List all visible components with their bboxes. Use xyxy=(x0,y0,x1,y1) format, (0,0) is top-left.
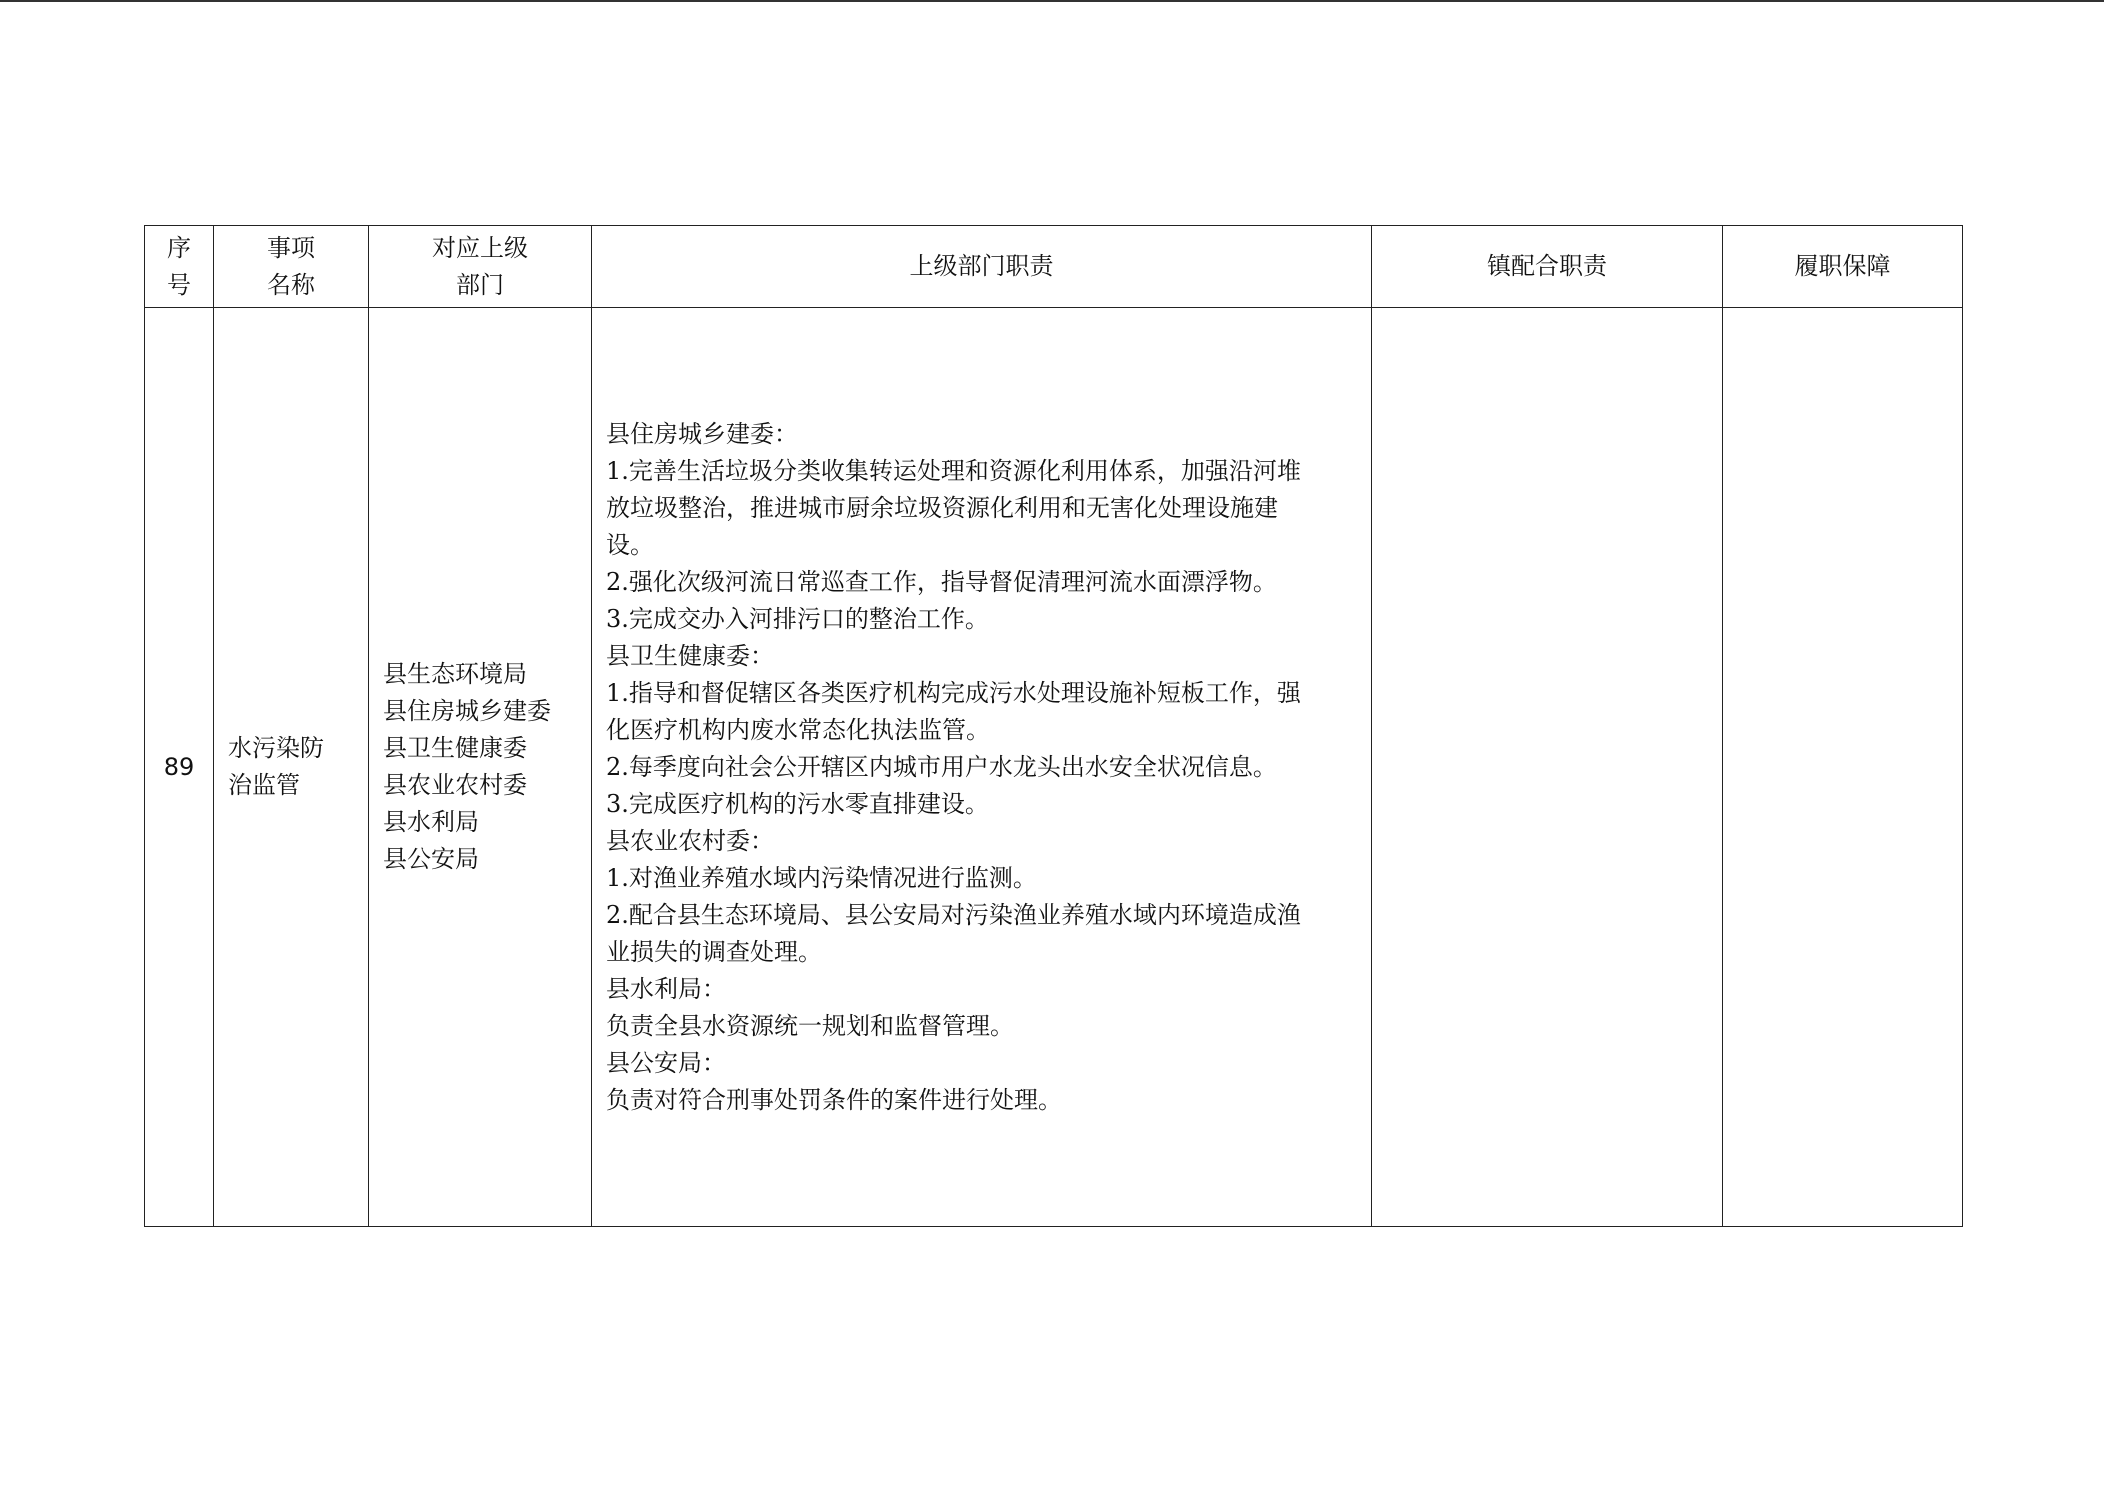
header-town-duties: 镇配合职责 xyxy=(1372,226,1723,308)
duty-line: 县公安局： xyxy=(606,1048,726,1077)
header-department-line: 部门 xyxy=(456,270,504,299)
header-department-line: 对应上级 xyxy=(432,233,528,262)
duty-line: 3.完成医疗机构的污水零直排建设。 xyxy=(606,789,989,818)
duty-line: 1.指导和督促辖区各类医疗机构完成污水处理设施补短板工作，强 xyxy=(606,678,1301,707)
department-line: 县农业农村委 xyxy=(383,771,527,799)
header-item-name-line: 名称 xyxy=(267,270,315,299)
duty-line: 2.配合县生态环境局、县公安局对污染渔业养殖水域内环境造成渔 xyxy=(606,900,1301,929)
department-line: 县水利局 xyxy=(383,808,479,836)
duty-line: 3.完成交办入河排污口的整治工作。 xyxy=(606,604,989,633)
row-town-duties xyxy=(1372,308,1723,1227)
row-guarantee xyxy=(1723,308,1963,1227)
duty-line: 1.对渔业养殖水域内污染情况进行监测。 xyxy=(606,863,1037,892)
duty-line: 负责全县水资源统一规划和监督管理。 xyxy=(606,1011,1014,1040)
duty-line: 2.每季度向社会公开辖区内城市用户水龙头出水安全状况信息。 xyxy=(606,752,1277,781)
duty-line: 业损失的调查处理。 xyxy=(606,937,822,966)
duty-line: 1.完善生活垃圾分类收集转运处理和资源化利用体系，加强沿河堆 xyxy=(606,456,1301,485)
header-index xyxy=(145,226,214,308)
duty-line: 县农业农村委： xyxy=(606,826,774,855)
row-departments xyxy=(369,308,592,1227)
header-index-line: 号 xyxy=(167,270,191,299)
table-row xyxy=(145,308,1963,1227)
row-index: 89 xyxy=(145,308,214,1227)
department-line: 县公安局 xyxy=(383,845,479,873)
row-dept-duties xyxy=(592,308,1372,1227)
header-item-name xyxy=(214,226,369,308)
header-department xyxy=(369,226,592,308)
header-guarantee: 履职保障 xyxy=(1723,226,1963,308)
page-top-border xyxy=(0,0,2104,2)
duty-line: 县水利局： xyxy=(606,974,726,1003)
duty-line: 负责对符合刑事处罚条件的案件进行处理。 xyxy=(606,1085,1062,1114)
department-line: 县住房城乡建委 xyxy=(383,697,551,725)
duty-line: 县住房城乡建委： xyxy=(606,419,798,448)
duty-line: 化医疗机构内废水常态化执法监管。 xyxy=(606,715,990,744)
duty-line: 设。 xyxy=(606,530,654,559)
item-name-line: 治监管 xyxy=(228,771,300,799)
duty-line: 2.强化次级河流日常巡查工作，指导督促清理河流水面漂浮物。 xyxy=(606,567,1277,596)
duty-table xyxy=(144,225,1963,1227)
department-line: 县生态环境局 xyxy=(383,660,527,688)
header-dept-duties: 上级部门职责 xyxy=(592,226,1372,308)
department-line: 县卫生健康委 xyxy=(383,734,527,762)
header-row xyxy=(145,226,1963,308)
duty-line: 放垃圾整治，推进城市厨余垃圾资源化利用和无害化处理设施建 xyxy=(606,493,1278,522)
item-name-line: 水污染防 xyxy=(228,734,324,762)
duty-line: 县卫生健康委： xyxy=(606,641,774,670)
header-index-line: 序 xyxy=(167,233,191,262)
header-item-name-line: 事项 xyxy=(267,233,315,262)
row-item-name xyxy=(214,308,369,1227)
